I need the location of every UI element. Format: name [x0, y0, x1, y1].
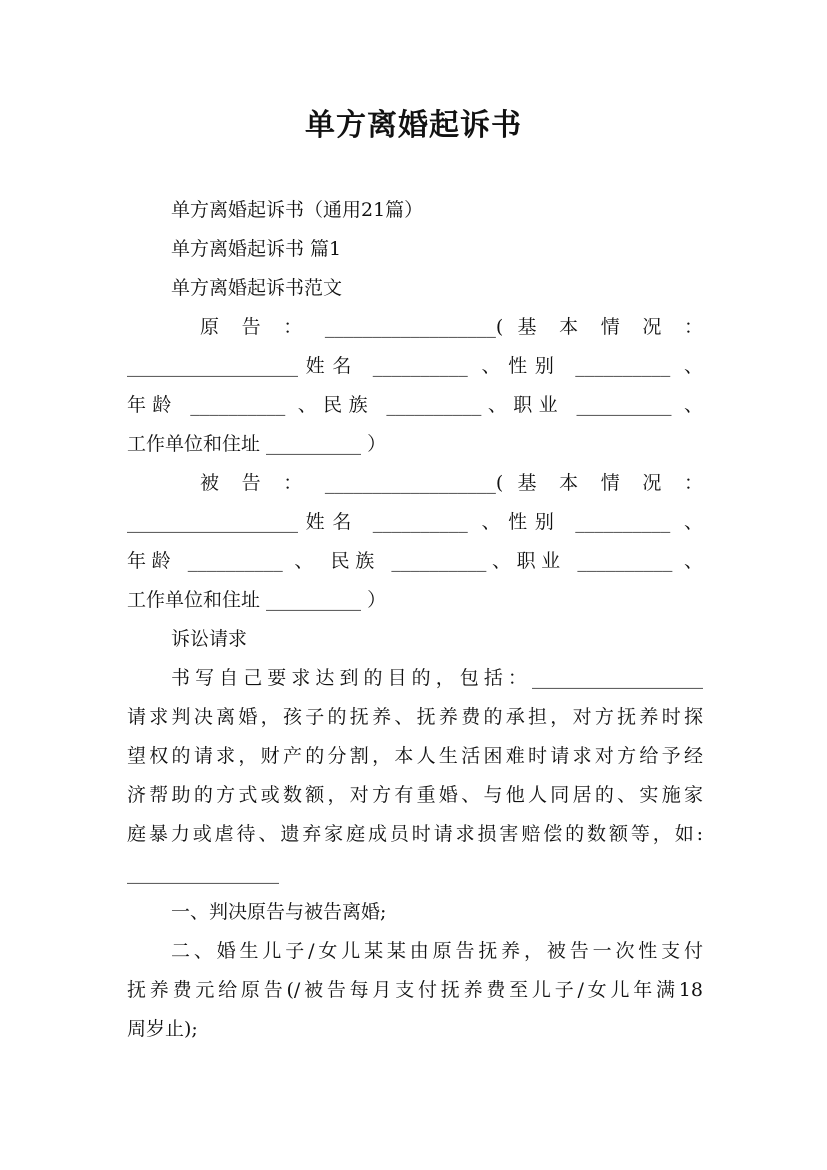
text-line-21: 抚养费元给原告(/被告每月支付抚养费至儿子/女儿年满18	[127, 979, 703, 1001]
text-line-7: 工作单位和住址 __________ ）	[127, 433, 387, 455]
text-line-16: 济帮助的方式或数额，对方有重婚、与他人同居的、实施家	[127, 784, 703, 806]
text-line-6: 年龄 __________ 、民族 __________、职业 __________ 、	[127, 394, 703, 416]
text-line-18: ________________	[127, 862, 279, 884]
text-line-11: 工作单位和住址 __________ ）	[127, 589, 387, 611]
text-line-15: 望权的请求，财产的分割，本人生活困难时请求对方给予经	[127, 745, 703, 767]
text-line-13: 书写自己要求达到的目的，包括：__________________	[171, 667, 703, 689]
text-line-20: 二、婚生儿子/女儿某某由原告抚养，被告一次性支付	[171, 940, 703, 962]
text-line-4: 原 告 ： __________________( 基 本 情 况 ：	[200, 316, 703, 338]
text-line-22: 周岁止);	[127, 1018, 198, 1040]
text-line-12: 诉讼请求	[171, 628, 248, 650]
text-line-8: 被 告 ： __________________( 基 本 情 况 ：	[200, 472, 703, 494]
text-line-17: 庭暴力或虐待、遗弃家庭成员时请求损害赔偿的数额等，如:	[127, 823, 703, 845]
text-line-14: 请求判决离婚，孩子的抚养、抚养费的承担，对方抚养时探	[127, 706, 703, 728]
document-title: 单方离婚起诉书	[305, 108, 522, 143]
text-line-3: 单方离婚起诉书范文	[171, 277, 343, 299]
text-line-19: 一、判决原告与被告离婚;	[171, 901, 387, 923]
text-line-10: 年龄 __________ 、 民族 __________、职业 __________ 、	[127, 550, 703, 572]
text-line-1: 单方离婚起诉书（通用21篇）	[171, 199, 424, 221]
text-line-9: __________________姓名 __________ 、性别 __________ 、	[127, 511, 703, 533]
text-line-2: 单方离婚起诉书 篇1	[171, 238, 342, 260]
text-line-5: __________________姓名 __________ 、性别 __________ 、	[127, 355, 703, 377]
